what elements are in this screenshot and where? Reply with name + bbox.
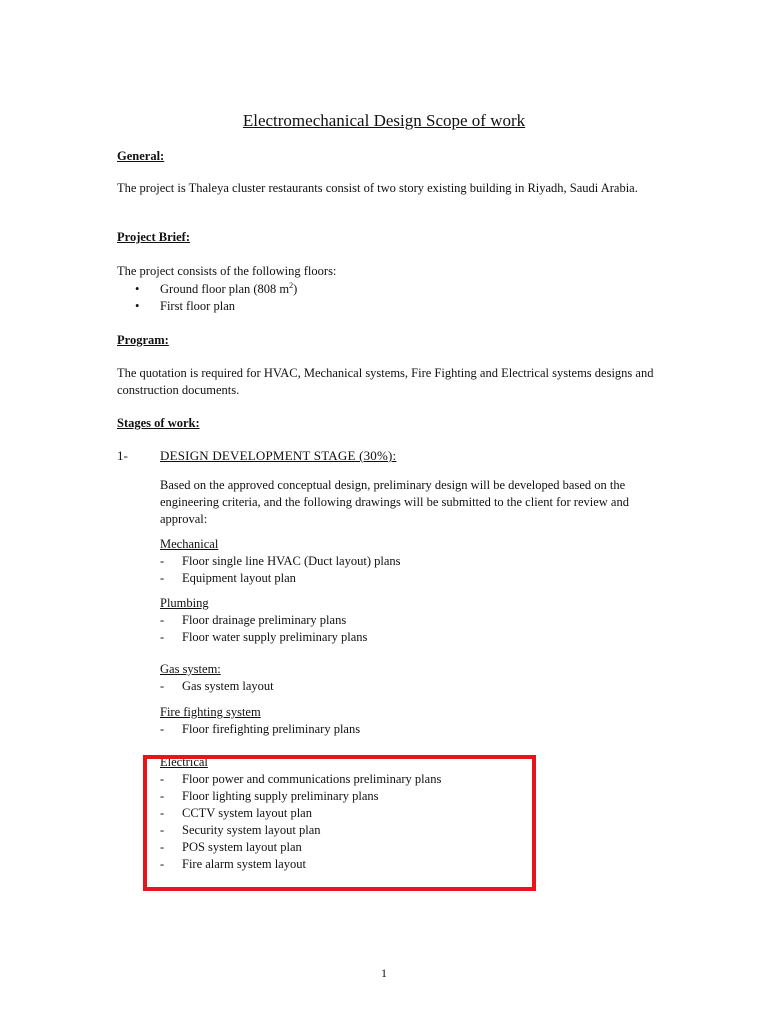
list-item: - CCTV system layout plan (160, 806, 312, 820)
general-text: The project is Thaleya cluster restaurants consist of two story existing building in Riyadh, Saudi Arabia. (117, 181, 638, 195)
dash-icon: - (160, 823, 165, 837)
stage-description: Based on the approved conceptual design, preliminary design will be developed based on the engineering criteria, and the following drawings will be submitted to the client for review and approval: (160, 478, 629, 526)
project-brief-intro: The project consists of the following floors: (117, 264, 337, 278)
list-item: - Floor single line HVAC (Duct layout) plans (160, 554, 401, 568)
dash-icon: - (160, 857, 165, 871)
mechanical-section (160, 536, 401, 587)
stage-title: DESIGN DEVELOPMENT STAGE (30%): (160, 448, 397, 463)
program-text: The quotation is required for HVAC, Mechanical systems, Fire Fighting and Electrical systems designs and construction documents. (117, 366, 654, 397)
dash-icon: - (160, 806, 165, 820)
dash-icon: - (160, 630, 165, 644)
dash-icon: - (160, 840, 165, 854)
dash-icon: - (160, 722, 165, 736)
dash-icon: - (160, 571, 165, 585)
electrical-title: Electrical (160, 755, 208, 769)
document-title: Electromechanical Design Scope of work (242, 111, 526, 130)
stages-heading: Stages of work: (117, 416, 200, 430)
list-item (135, 281, 297, 298)
list-item: - Floor power and communications preliminary plans (160, 772, 442, 786)
list-item: - Floor firefighting preliminary plans (160, 722, 361, 736)
dash-icon: - (160, 772, 165, 786)
program-heading: Program: (117, 333, 169, 347)
dash-icon: - (160, 789, 165, 803)
gas-section (160, 661, 274, 695)
fire-fighting-title: Fire fighting system (160, 705, 261, 719)
list-item: - Gas system layout (160, 679, 274, 693)
floor-item-text: First floor plan (160, 299, 235, 313)
list-item: - Floor water supply preliminary plans (160, 630, 368, 644)
dash-icon: - (160, 554, 165, 568)
fire-fighting-section (160, 704, 360, 738)
list-item (135, 298, 297, 315)
highlight-annotation-box (143, 755, 536, 891)
bullet-icon: • (135, 282, 140, 296)
general-heading: General: (117, 149, 165, 163)
list-item: - Floor drainage preliminary plans (160, 613, 347, 627)
page-number: 1 (381, 966, 387, 980)
bullet-icon: • (135, 299, 140, 313)
stage-number: 1- (117, 448, 128, 463)
floor-item-text: Ground floor plan (808 $m^2$) (160, 280, 298, 296)
dash-icon: - (160, 613, 165, 627)
plumbing-section (160, 595, 367, 646)
project-brief-heading: Project Brief: (117, 230, 190, 244)
list-item: - POS system layout plan (160, 840, 302, 854)
floors-list (135, 281, 297, 315)
list-item: - Fire alarm system layout (160, 857, 306, 871)
dash-icon: - (160, 679, 165, 693)
mechanical-title: Mechanical (160, 537, 219, 551)
list-item: - Equipment layout plan (160, 571, 296, 585)
list-item: - Floor lighting supply preliminary plans (160, 789, 379, 803)
list-item: - Security system layout plan (160, 823, 321, 837)
plumbing-title: Plumbing (160, 596, 209, 610)
gas-title: Gas system: (160, 662, 221, 676)
superscript-2: 2 (289, 280, 294, 290)
